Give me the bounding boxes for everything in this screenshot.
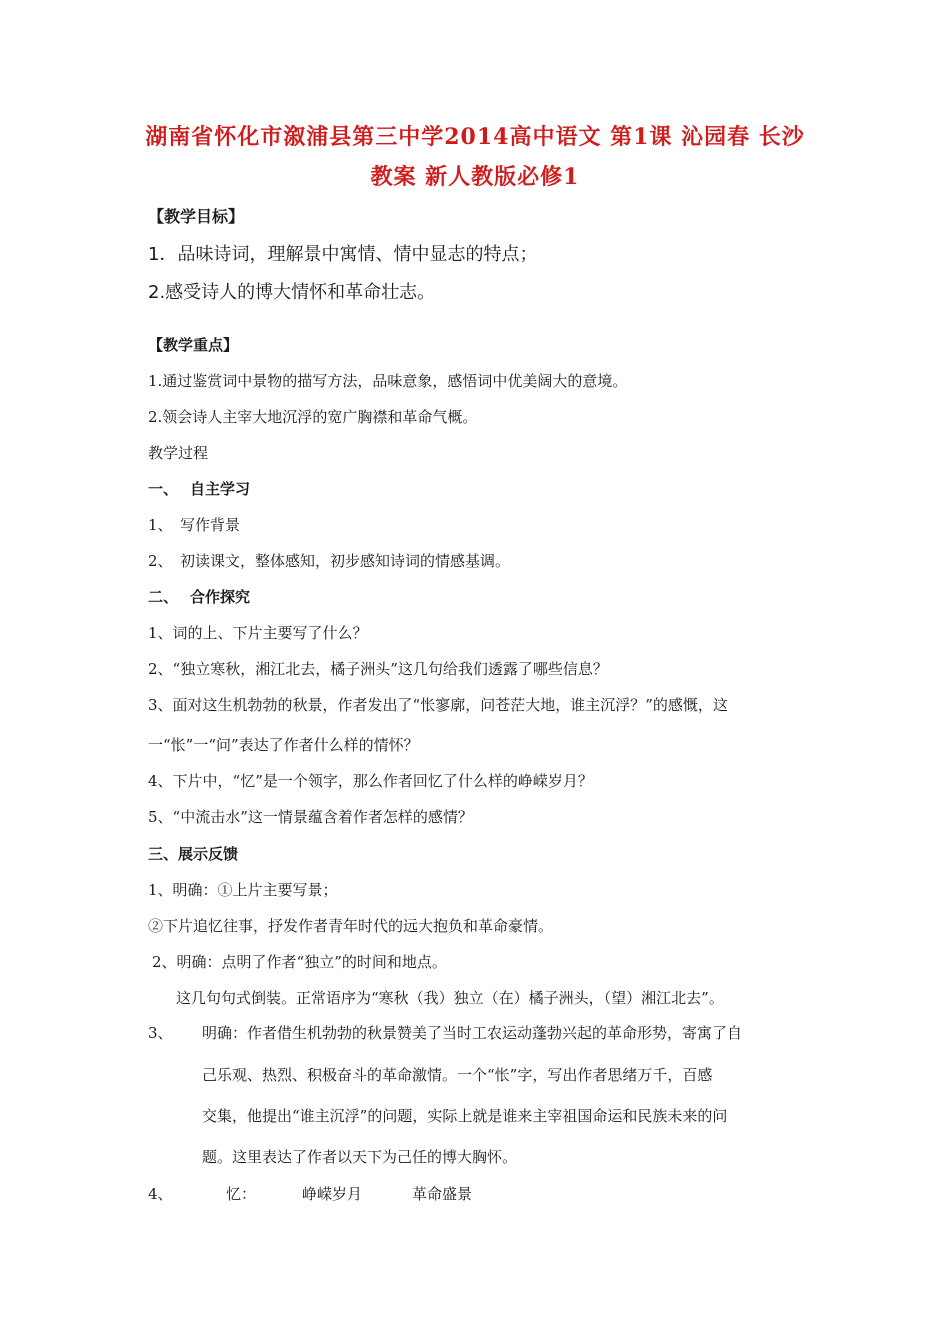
section-3-title: 三、展示反馈 bbox=[148, 845, 239, 863]
answer-2-line-2: 这几句句式倒装。正常语序为“寒秋（我）独立（在）橘子洲头，（望）湘江北去”。 bbox=[176, 989, 724, 1007]
answer-1-line-2: ②下片追忆往事，抒发作者青年时代的远大抱负和革命豪情。 bbox=[148, 917, 554, 935]
section-2-number: 二、 bbox=[148, 588, 179, 606]
answer-3-line-3: 交集，他提出“谁主沉浮”的问题，实际上就是谁来主宰祖国命运和民族未来的问 bbox=[202, 1107, 728, 1125]
question-4: 4、下片中，“忆”是一个领字，那么作者回忆了什么样的峥嵘岁月？ bbox=[148, 772, 593, 790]
section-1-item-1-number: 1、 bbox=[148, 516, 173, 534]
answer-1-line-1: 1、明确：①上片主要写景； bbox=[148, 881, 338, 899]
document-title-line-2: 教案 新人教版必修1 bbox=[370, 164, 580, 190]
answer-4-item-2: 革命盛景 bbox=[412, 1185, 473, 1203]
answer-2-line-1: 2、明确：点明了作者“独立”的时间和地点。 bbox=[152, 953, 447, 971]
question-3-line-2: 一“怅”一“问”表达了作者什么样的情怀？ bbox=[148, 736, 419, 754]
goals-heading: 【教学目标】 bbox=[148, 207, 245, 226]
answer-4-number: 4、 bbox=[148, 1185, 173, 1203]
question-3-line-1: 3、面对这生机勃勃的秋景，作者发出了“怅寥廓，问苍茫大地，谁主沉浮？”的感慨，这 bbox=[148, 696, 728, 714]
section-1-title: 自主学习 bbox=[190, 480, 251, 498]
goal-item-2: 2.感受诗人的博大情怀和革命壮志。 bbox=[148, 282, 436, 303]
question-2: 2、“独立寒秋，湘江北去，橘子洲头”这几句给我们透露了哪些信息？ bbox=[148, 660, 608, 678]
section-1-number: 一、 bbox=[148, 480, 179, 498]
question-5: 5、“中流击水”这一情景蕴含着作者怎样的感情？ bbox=[148, 808, 473, 826]
answer-3-line-1: 明确：作者借生机勃勃的秋景赞美了当时工农运动蓬勃兴起的革命形势，寄寓了自 bbox=[202, 1024, 743, 1042]
answer-3-line-2: 己乐观、热烈、积极奋斗的革命激情。一个“怅”字，写出作者思绪万千，百感 bbox=[202, 1066, 713, 1084]
section-2-title: 合作探究 bbox=[190, 588, 251, 606]
section-1-item-2-number: 2、 bbox=[148, 552, 173, 570]
answer-4-label: 忆： bbox=[226, 1185, 257, 1203]
key-points-heading: 【教学重点】 bbox=[148, 336, 239, 354]
section-1-item-1: 写作背景 bbox=[180, 516, 241, 534]
key-point-item-1: 1.通过鉴赏词中景物的描写方法，品味意象，感悟词中优美阔大的意境。 bbox=[148, 372, 628, 390]
process-heading: 教学过程 bbox=[148, 444, 209, 462]
answer-3-line-4: 题。这里表达了作者以天下为己任的博大胸怀。 bbox=[202, 1148, 518, 1166]
key-point-item-2: 2.领会诗人主宰大地沉浮的宽广胸襟和革命气概。 bbox=[148, 408, 478, 426]
answer-4-item-1: 峥嵘岁月 bbox=[302, 1185, 363, 1203]
goal-item-1: 1．品味诗词，理解景中寓情、情中显志的特点； bbox=[148, 244, 538, 265]
section-1-item-2: 初读课文，整体感知，初步感知诗词的情感基调。 bbox=[180, 552, 511, 570]
question-1: 1、词的上、下片主要写了什么？ bbox=[148, 624, 368, 642]
answer-3-number: 3、 bbox=[148, 1024, 173, 1042]
document-title-line-1: 湖南省怀化市溆浦县第三中学2014高中语文 第1课 沁园春 长沙 bbox=[145, 124, 805, 150]
